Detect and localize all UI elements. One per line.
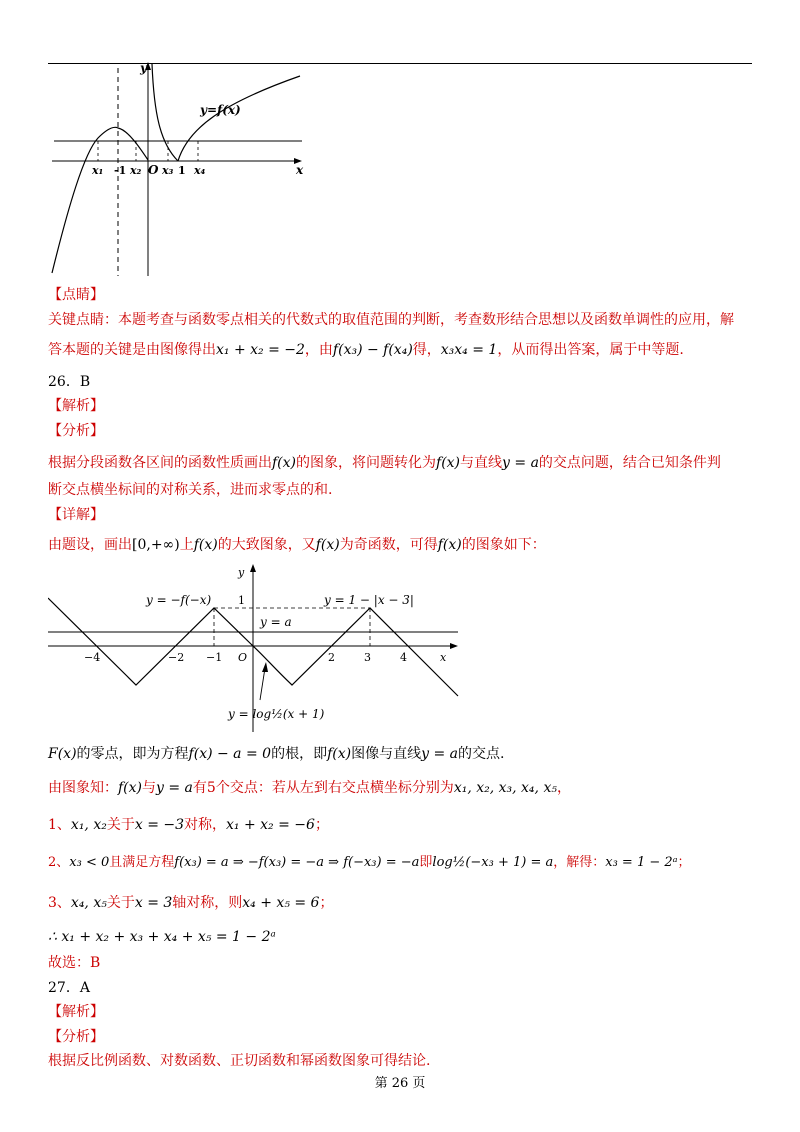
q26-sum: ∴ x₁ + x₂ + x₃ + x₄ + x₅ = 1 − 2ᵃ — [48, 929, 276, 945]
x-axis-label: x — [296, 163, 304, 177]
q26-fenxi: 【分析】 — [48, 423, 104, 439]
curve-right-descending — [152, 64, 178, 161]
tick-minus-1: -1 — [114, 164, 127, 177]
q26-jiexi: 【解析】 — [48, 398, 104, 414]
question-26-number: 26．B — [48, 374, 91, 390]
label-y-equals-a: y = a — [260, 615, 292, 629]
q26-after-line-1: F(x)的零点，即为方程f(x) − a = 0的根，即f(x)图像与直线y = a的交点. — [48, 746, 505, 762]
y-axis-label: y — [140, 61, 147, 75]
page-footer: 第 26 页 — [374, 1076, 426, 1091]
x-axis-arrow — [450, 643, 458, 649]
curve-left — [48, 598, 253, 685]
function-graph-2 — [48, 560, 468, 735]
dianjing-line-2: 答本题的关键是由图像得出x₁ + x₂ = −2，由f(x₃) − f(x₄)得，x₃x₄ = 1，从而得出答案，属于中等题. — [48, 342, 684, 358]
function-graph-1 — [48, 58, 318, 280]
x-axis-label: x — [440, 651, 447, 664]
q26-step-3: 3、x₄, x₅关于x = 3轴对称，则x₄ + x₅ = 6； — [48, 895, 334, 911]
tick-x3: x₃ — [162, 164, 174, 177]
curve-left — [52, 127, 148, 273]
tick-x2: x₂ — [130, 164, 142, 177]
label-right-function: y = 1 − |x − 3| — [324, 593, 414, 607]
curve-label: y=f(x) — [200, 103, 241, 117]
pointer-line — [260, 668, 265, 700]
q26-choose: 故选：B — [48, 955, 101, 971]
y-axis-label: y — [238, 566, 245, 579]
x-tick-4: 4 — [400, 651, 407, 664]
origin-label: O — [148, 163, 159, 177]
y-tick-1: 1 — [238, 594, 245, 607]
q26-xiangjie: 【详解】 — [48, 507, 104, 523]
x-tick-minus-2: −2 — [168, 651, 185, 664]
tick-1: 1 — [178, 164, 186, 177]
pointer-arrow — [262, 662, 268, 672]
q26-step-2: 2、x₃ < 0且满足方程f(x₃) = a ⇒ −f(x₃) = −a ⇒ f(−x₃) = −a即log½(−x₃ + 1) = a，解得：x₃ = 1 − 2ᵃ； — [48, 855, 691, 870]
label-log-function: y = log½(x + 1) — [228, 707, 325, 721]
curve-log — [178, 76, 300, 161]
question-27-number: 27．A — [48, 980, 90, 996]
heading-dianjing: 【点睛】 — [48, 287, 104, 303]
x-tick-minus-1: −1 — [206, 651, 223, 664]
x-tick-3: 3 — [364, 651, 371, 664]
x-tick-minus-4: −4 — [84, 651, 101, 664]
q26-fenxi-line-2: 断交点横坐标间的对称关系，进而求零点的和. — [48, 482, 333, 498]
x-tick-2: 2 — [328, 651, 335, 664]
origin-label: O — [238, 651, 248, 664]
q27-fenxi-line-1: 根据反比例函数、对数函数、正切函数和幂函数图象可得结论. — [48, 1053, 431, 1069]
q26-fenxi-line-1: 根据分段函数各区间的函数性质画出f(x)的图象，将问题转化为f(x)与直线y = a的交点问题，结合已知条件判 — [48, 455, 721, 471]
label-left-function: y = −f(−x) — [146, 593, 212, 607]
dianjing-line-1: 关键点睛：本题考查与函数零点相关的代数式的取值范围的判断，考查数形结合思想以及函数单调性的应用，解 — [48, 312, 734, 328]
tick-x4: x₄ — [194, 164, 206, 177]
y-axis-arrow — [250, 564, 256, 572]
tick-x1: x₁ — [92, 164, 104, 177]
q27-fenxi: 【分析】 — [48, 1029, 104, 1045]
q26-after-line-2: 由图象知：f(x)与y = a有5个交点：若从左到右交点横坐标分别为x₁, x₂, x₃, x₄, x₅， — [48, 780, 571, 796]
q26-xiangjie-line-1: 由题设，画出[0,+∞)上f(x)的大致图象，又f(x)为奇函数，可得f(x)的图象如下： — [48, 537, 546, 553]
q26-step-1: 1、x₁, x₂关于x = −3对称，x₁ + x₂ = −6； — [48, 817, 329, 833]
q27-jiexi: 【解析】 — [48, 1004, 104, 1020]
